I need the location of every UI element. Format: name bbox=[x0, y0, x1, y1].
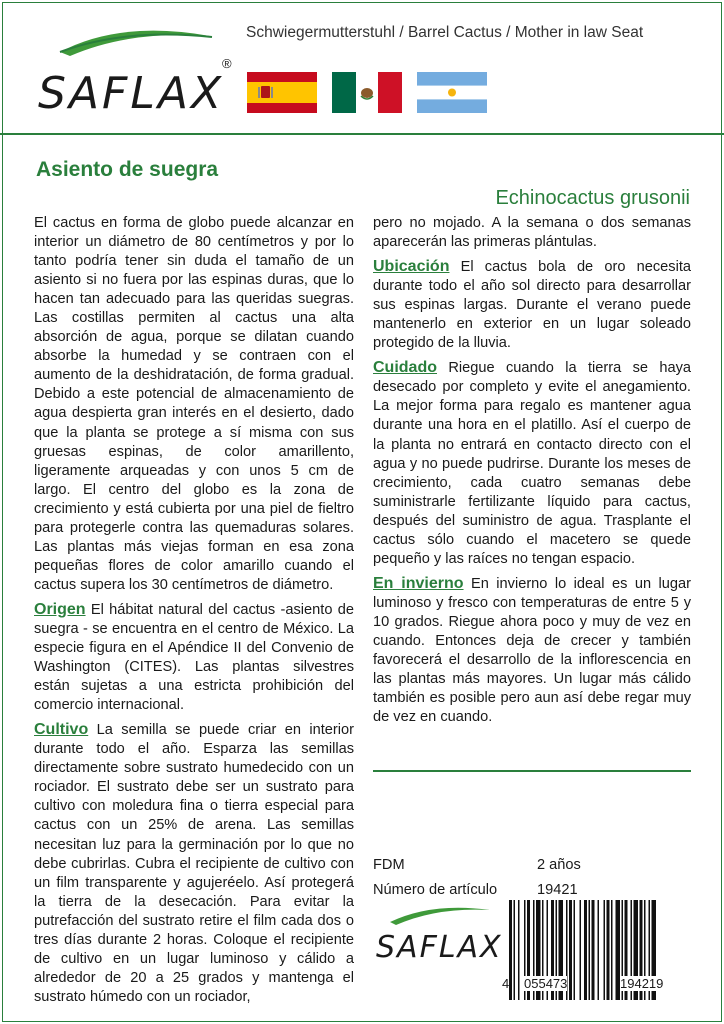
cuidado-heading: Cuidado bbox=[373, 359, 437, 377]
article-label: Número de artículo bbox=[373, 882, 498, 898]
ubicacion-text: El cactus bola de oro necesita durante todo el año sol directo para desarrollar sus espinas largas. Durante el verano puede mantenerlo en exterior en un lugar soleado protegido de la lluvia. bbox=[373, 259, 691, 352]
origen-heading: Origen bbox=[34, 600, 86, 618]
saflax-footer-logo bbox=[372, 900, 502, 970]
registered-mark: ® bbox=[222, 56, 232, 71]
ubicacion-section bbox=[373, 257, 691, 353]
cultivo-section bbox=[34, 720, 354, 1007]
saflax-logo bbox=[30, 22, 240, 122]
origen-text: El hábitat natural del cactus -asiento de suegra - se encuentra en el centro de México. La especie figura en el Apéndice II del Convenio de Washington (CITES). Las plantas silvestres están sujetas a una estricta prohibición del comercio internacional. bbox=[34, 601, 354, 714]
argentina-flag-icon bbox=[417, 72, 487, 113]
invierno-text: En invierno lo ideal es un lugar luminoso y fresco con temperaturas de entre 5 y 10 grados. Riegue ahora poco y muy de vez en cuando. Entonces deja de crecer y también favorecerá el desarrollo de la inflorescencia en las plantas más mayores. Un lugar más cálido también es posible pero aun así debe regar muy de vez en cuando. bbox=[373, 575, 691, 726]
spain-flag-icon bbox=[247, 72, 317, 113]
barcode-digit-first: 4 bbox=[502, 976, 510, 991]
invierno-heading: En invierno bbox=[373, 574, 464, 592]
article-value: 19421 bbox=[537, 882, 578, 898]
brand-wordmark: SAFLAX bbox=[38, 68, 225, 119]
fdm-value: 2 años bbox=[537, 857, 581, 873]
cuidado-section bbox=[373, 358, 691, 569]
cultivo-continuation: pero no mojado. A la semana o dos semanas aparecerán las primeras plántulas. bbox=[373, 215, 691, 251]
intro-text: El cactus en forma de globo puede alcanzar en interior un diámetro de 80 centímetros y por lo tanto podría tener sin duda el tamaño de un asiento si no fuera por las espinas duras, que lo hacen tan adecuado para las queridas suegras. Las costillas permiten al cactus una alta absorción de agua, porque se dilatan cuando absorbe la humedad y se contraen con el aumento de la deshidratación, de forma gradual. Debido a este potencial de almacenamiento de agua despierta gran interés en el desierto, dado que la planta se protege a sí misma con sus gruesas espinas, de color amarillento, ligeramente arqueadas y con unos 5 cm de largo. El centro del globo es la zona de crecimiento y está cubierta por una piel de fieltro para protegerle contra las quemaduras solares. Las plantas más viejas forman en esa zona pequeñas flores de color amarillo cuando el cactus supera los 30 centímetros de diámetro. bbox=[34, 215, 354, 593]
barcode-group-1: 055473 bbox=[524, 976, 568, 991]
header-divider bbox=[0, 133, 724, 135]
barcode bbox=[499, 900, 693, 1010]
mexico-flag-icon bbox=[332, 72, 402, 113]
meta-divider bbox=[373, 770, 691, 772]
left-column bbox=[34, 214, 354, 1012]
fdm-label: FDM bbox=[373, 857, 405, 873]
right-column bbox=[373, 214, 691, 732]
cultivo-heading: Cultivo bbox=[34, 721, 89, 739]
ubicacion-heading: Ubicación bbox=[373, 258, 450, 276]
origen-section bbox=[34, 600, 354, 715]
barcode-group-2: 194219 bbox=[620, 976, 664, 991]
header-title: Schwiegermutterstuhl / Barrel Cactus / Mother in law Seat bbox=[246, 24, 644, 41]
product-title: Asiento de suegra bbox=[36, 158, 219, 181]
cuidado-text: Riegue cuando la tierra se haya desecado por completo y evite el anegamiento. La mejor forma para regalo es mantener agua durante una hora en el platillo. Así el cuerpo de la planta no entrará en contacto directo con el agua y no puede pudrirse. Durante los meses de crecimiento, cada cuatro semanas debe suministrarle fertilizante líquido para cactus, después del suministro de agua. Trasplante el cactus sólo cuando el macetero se quede pequeño y las raíces no tengan espacio. bbox=[373, 360, 691, 567]
cultivo-text: La semilla se puede criar en interior durante todo el año. Esparza las semillas directamente sobre sustrato humedecido con un rociador. El sustrato debe ser un sustrato para cultivo con moledura fina o tierra especial para cactus con un 25% de arena. Las semillas necesitan luz para la germinación por lo que no debe cubrirlas. Cubra el recipiente de cultivo con un film transparente y agujeréelo. Así protegerá la tierra de la desecación. Para evitar la putrefacción del sustrato retire el film cada dos o tres días durante 2 horas. Coloque el recipiente de cultivo en un lugar luminoso y cálido a alrededor de 20 a 25 grados y mantenga el sustrato húmedo con un rociador, bbox=[34, 722, 354, 1005]
invierno-section bbox=[373, 574, 691, 727]
scientific-name: Echinocactus grusonii bbox=[495, 187, 690, 209]
footer-brand-wordmark: SAFLAX bbox=[376, 930, 503, 965]
